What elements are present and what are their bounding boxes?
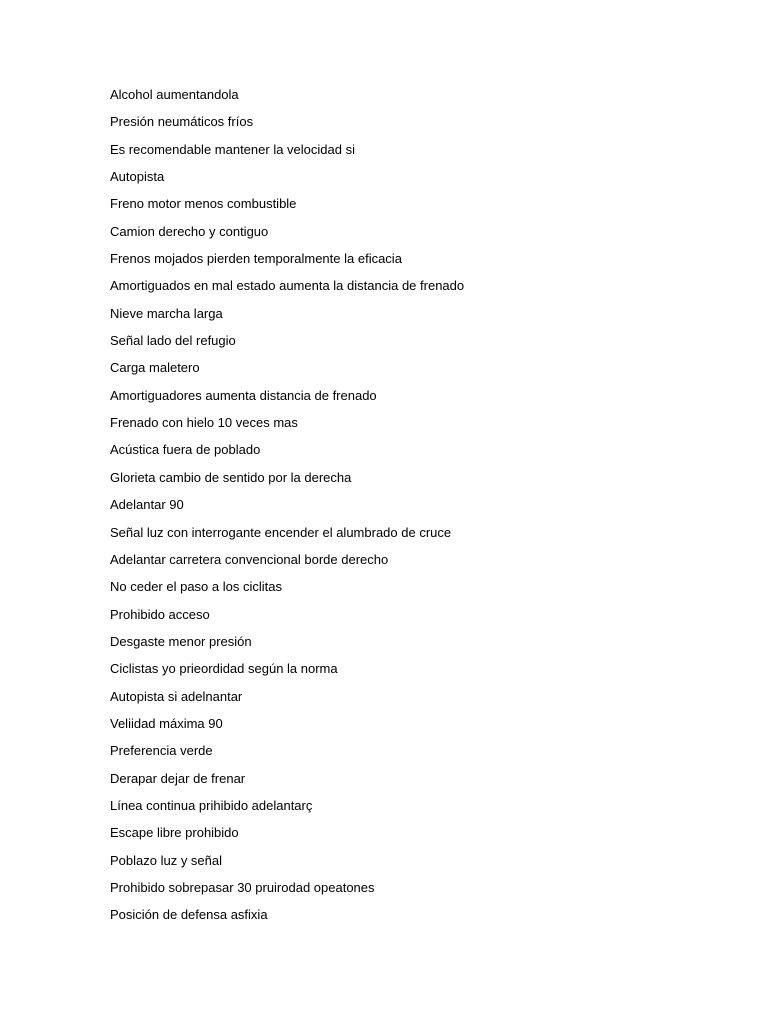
text-line: Línea continua prihibido adelantarç (110, 797, 313, 813)
text-line: Prohibido acceso (110, 606, 210, 622)
text-line: Derapar dejar de frenar (110, 770, 246, 786)
text-lines (110, 85, 464, 933)
text-line: Carga maletero (110, 360, 200, 376)
text-line: Prohibido sobrepasar 30 pruirodad opeatones (110, 879, 375, 895)
text-line: Autopista si adelnantar (110, 688, 243, 704)
text-line: Nieve marcha larga (110, 305, 223, 321)
text-line: Posición de defensa asfixia (110, 907, 268, 923)
text-line: Frenado con hielo 10 veces mas (110, 415, 298, 431)
text-line: Amortiguadores aumenta distancia de frenado (110, 387, 377, 403)
text-line: Preferencia verde (110, 743, 213, 759)
text-line: Glorieta cambio de sentido por la derecha (110, 469, 352, 485)
text-line: Alcohol aumentandola (110, 87, 239, 102)
text-line: Freno motor menos combustible (110, 196, 297, 212)
text-line: Autopista (110, 169, 165, 185)
text-line: Es recomendable mantener la velocidad si (110, 141, 355, 157)
text-line: Escape libre prohibido (110, 825, 239, 841)
text-line: Desgaste menor presión (110, 633, 252, 649)
text-line: Frenos mojados pierden temporalmente la eficacia (110, 251, 402, 267)
text-line: Ciclistas yo prieordidad según la norma (110, 661, 338, 677)
text-line: Camion derecho y contiguo (110, 223, 269, 239)
text-line: Adelantar carretera convencional borde derecho (110, 551, 389, 567)
text-line: Señal luz con interrogante encender el alumbrado de cruce (110, 524, 452, 540)
text-line: Adelantar 90 (110, 497, 184, 513)
text-line: Acústica fuera de poblado (110, 442, 261, 458)
text-line: Señal lado del refugio (110, 333, 236, 349)
text-line: Presión neumáticos fríos (110, 114, 254, 130)
text-line: Poblazo luz y señal (110, 852, 223, 868)
text-line: Amortiguados en mal estado aumenta la distancia de frenado (110, 278, 465, 294)
text-line: No ceder el paso a los ciclitas (110, 579, 282, 595)
text-line: Veliidad máxima 90 (110, 715, 223, 731)
